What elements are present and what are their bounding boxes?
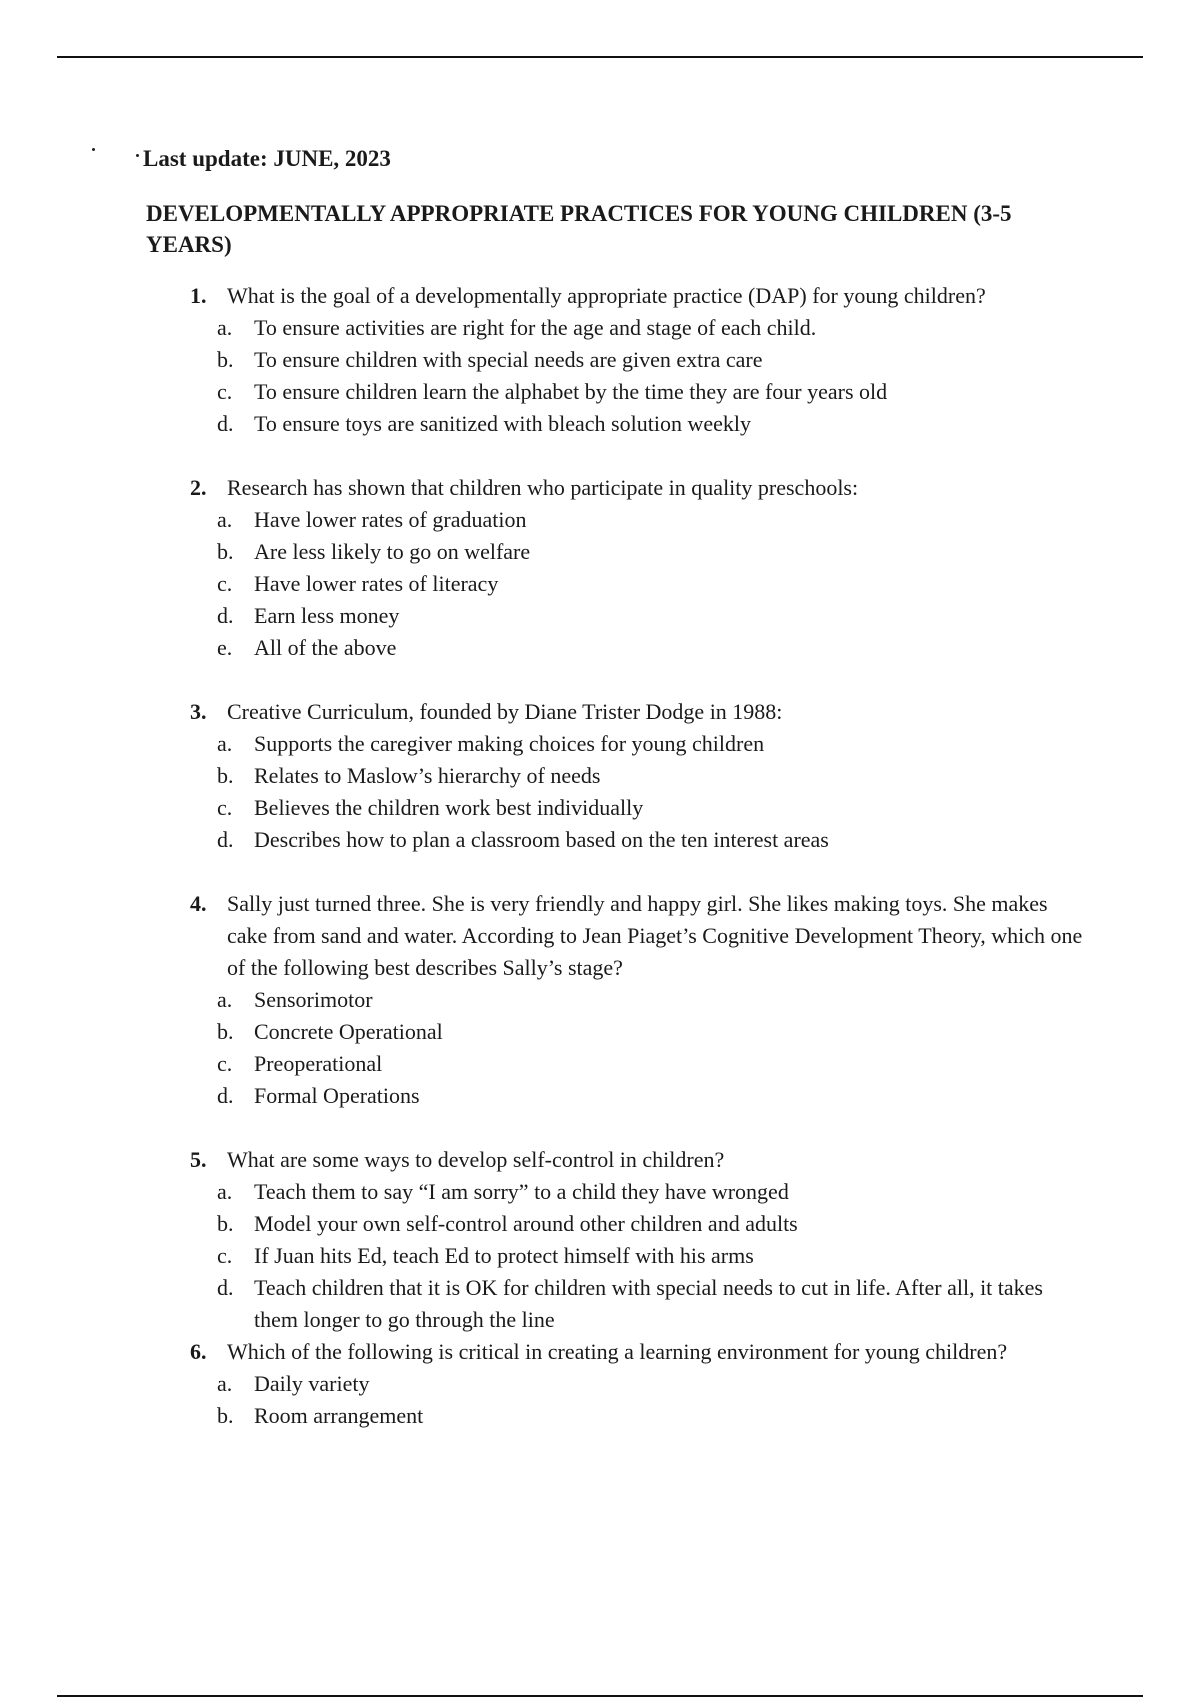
- option-letter: c.: [217, 1243, 233, 1268]
- question-text: Creative Curriculum, founded by Diane Trister Dodge in 1988:: [227, 699, 783, 724]
- document-title: DEVELOPMENTALLY APPROPRIATE PRACTICES FOR YOUNG CHILDREN (3-5 YEARS): [146, 201, 1012, 257]
- answer-options: [0, 1368, 1200, 1432]
- option-text: To ensure children learn the alphabet by the time they are four years old: [254, 379, 888, 404]
- question-number: 1.: [190, 283, 207, 308]
- answer-option: [0, 600, 1200, 632]
- question-text: What is the goal of a developmentally appropriate practice (DAP) for young children?: [227, 283, 986, 308]
- option-letter: a.: [217, 1179, 233, 1204]
- option-text: To ensure children with special needs are given extra care: [254, 347, 763, 372]
- option-text: Model your own self-control around other children and adults: [254, 1211, 798, 1236]
- question-number: 5.: [190, 1147, 207, 1172]
- option-letter: c.: [217, 795, 233, 820]
- question-list: [0, 280, 1200, 1432]
- answer-options: [0, 504, 1200, 664]
- option-text: To ensure toys are sanitized with bleach solution weekly: [254, 411, 751, 436]
- bullet-dot: [92, 148, 95, 151]
- question-5: [0, 1144, 1200, 1336]
- answer-option: [0, 728, 1200, 760]
- option-text: Describes how to plan a classroom based on the ten interest areas: [254, 827, 829, 852]
- option-letter: c.: [217, 1051, 233, 1076]
- option-text: Earn less money: [254, 603, 400, 628]
- answer-option: [0, 1016, 1200, 1048]
- last-update-text: Last update: JUNE, 2023: [143, 146, 391, 171]
- option-text: If Juan hits Ed, teach Ed to protect himself with his arms: [254, 1243, 754, 1268]
- answer-option: [0, 1176, 1200, 1208]
- option-letter: b.: [217, 1019, 234, 1044]
- question-number: 2.: [190, 475, 207, 500]
- option-letter: b.: [217, 763, 234, 788]
- answer-options: [0, 984, 1200, 1112]
- question-text: Sally just turned three. She is very friendly and happy girl. She likes making toys. She makes cake from sand and water. According to Jean Piaget’s Cognitive Development Theory, which one of the following best describes Sally’s stage?: [227, 891, 1083, 980]
- option-letter: a.: [217, 731, 233, 756]
- option-text: Believes the children work best individually: [254, 795, 644, 820]
- answer-option: [0, 536, 1200, 568]
- option-letter: b.: [217, 1403, 234, 1428]
- option-text: Supports the caregiver making choices for young children: [254, 731, 765, 756]
- option-text: Are less likely to go on welfare: [254, 539, 531, 564]
- answer-option: [0, 1400, 1200, 1432]
- option-text: To ensure activities are right for the age and stage of each child.: [254, 315, 817, 340]
- option-text: Daily variety: [254, 1371, 370, 1396]
- option-letter: d.: [217, 411, 234, 436]
- question-number: 6.: [190, 1339, 207, 1364]
- option-text: All of the above: [254, 635, 397, 660]
- question-stem: [0, 472, 1200, 504]
- answer-option: [0, 1048, 1200, 1080]
- option-letter: a.: [217, 507, 233, 532]
- answer-option: [0, 1080, 1200, 1112]
- question-text: What are some ways to develop self-control in children?: [227, 1147, 725, 1172]
- option-letter: b.: [217, 1211, 234, 1236]
- question-text: Research has shown that children who participate in quality preschools:: [227, 475, 859, 500]
- option-letter: b.: [217, 347, 234, 372]
- answer-option: [0, 1368, 1200, 1400]
- question-stem: [0, 280, 1200, 312]
- question-1: [0, 280, 1200, 440]
- option-text: Room arrangement: [254, 1403, 424, 1428]
- option-letter: d.: [217, 1083, 234, 1108]
- option-letter: b.: [217, 539, 234, 564]
- option-letter: c.: [217, 571, 233, 596]
- answer-option: [0, 984, 1200, 1016]
- answer-options: [0, 312, 1200, 440]
- option-text: Have lower rates of literacy: [254, 571, 499, 596]
- answer-option: [0, 504, 1200, 536]
- bottom-divider: [57, 1695, 1143, 1697]
- question-stem: [0, 888, 1200, 984]
- option-text: Relates to Maslow’s hierarchy of needs: [254, 763, 601, 788]
- answer-option: [0, 1240, 1200, 1272]
- answer-option: [0, 632, 1200, 664]
- answer-option: [0, 568, 1200, 600]
- option-text: Have lower rates of graduation: [254, 507, 527, 532]
- answer-option: [0, 792, 1200, 824]
- option-letter: a.: [217, 315, 233, 340]
- question-2: [0, 472, 1200, 664]
- question-stem: [0, 696, 1200, 728]
- answer-option: [0, 312, 1200, 344]
- option-letter: e.: [217, 635, 233, 660]
- answer-option: [0, 760, 1200, 792]
- answer-option: [0, 1208, 1200, 1240]
- option-text: Sensorimotor: [254, 987, 373, 1012]
- last-update: [136, 146, 391, 172]
- option-letter: a.: [217, 987, 233, 1012]
- question-number: 4.: [190, 891, 207, 916]
- question-text: Which of the following is critical in creating a learning environment for young children?: [227, 1339, 1008, 1364]
- question-3: [0, 696, 1200, 856]
- option-letter: c.: [217, 379, 233, 404]
- top-divider: [57, 56, 1143, 58]
- answer-options: [0, 1176, 1200, 1336]
- option-text: Formal Operations: [254, 1083, 420, 1108]
- question-stem: [0, 1144, 1200, 1176]
- option-letter: d.: [217, 1275, 234, 1300]
- bullet-dot: [136, 154, 139, 157]
- option-letter: d.: [217, 827, 234, 852]
- option-text: Teach them to say “I am sorry” to a child they have wronged: [254, 1179, 789, 1204]
- answer-options: [0, 728, 1200, 856]
- question-4: [0, 888, 1200, 1112]
- question-6: [0, 1336, 1200, 1432]
- answer-option: [0, 1272, 1200, 1336]
- option-letter: a.: [217, 1371, 233, 1396]
- answer-option: [0, 408, 1200, 440]
- option-text: Preoperational: [254, 1051, 383, 1076]
- question-number: 3.: [190, 699, 207, 724]
- answer-option: [0, 344, 1200, 376]
- answer-option: [0, 376, 1200, 408]
- answer-option: [0, 824, 1200, 856]
- option-letter: d.: [217, 603, 234, 628]
- option-text: Teach children that it is OK for children with special needs to cut in life. After all, it takes them longer to go through the line: [254, 1275, 1043, 1332]
- option-text: Concrete Operational: [254, 1019, 443, 1044]
- question-stem: [0, 1336, 1200, 1368]
